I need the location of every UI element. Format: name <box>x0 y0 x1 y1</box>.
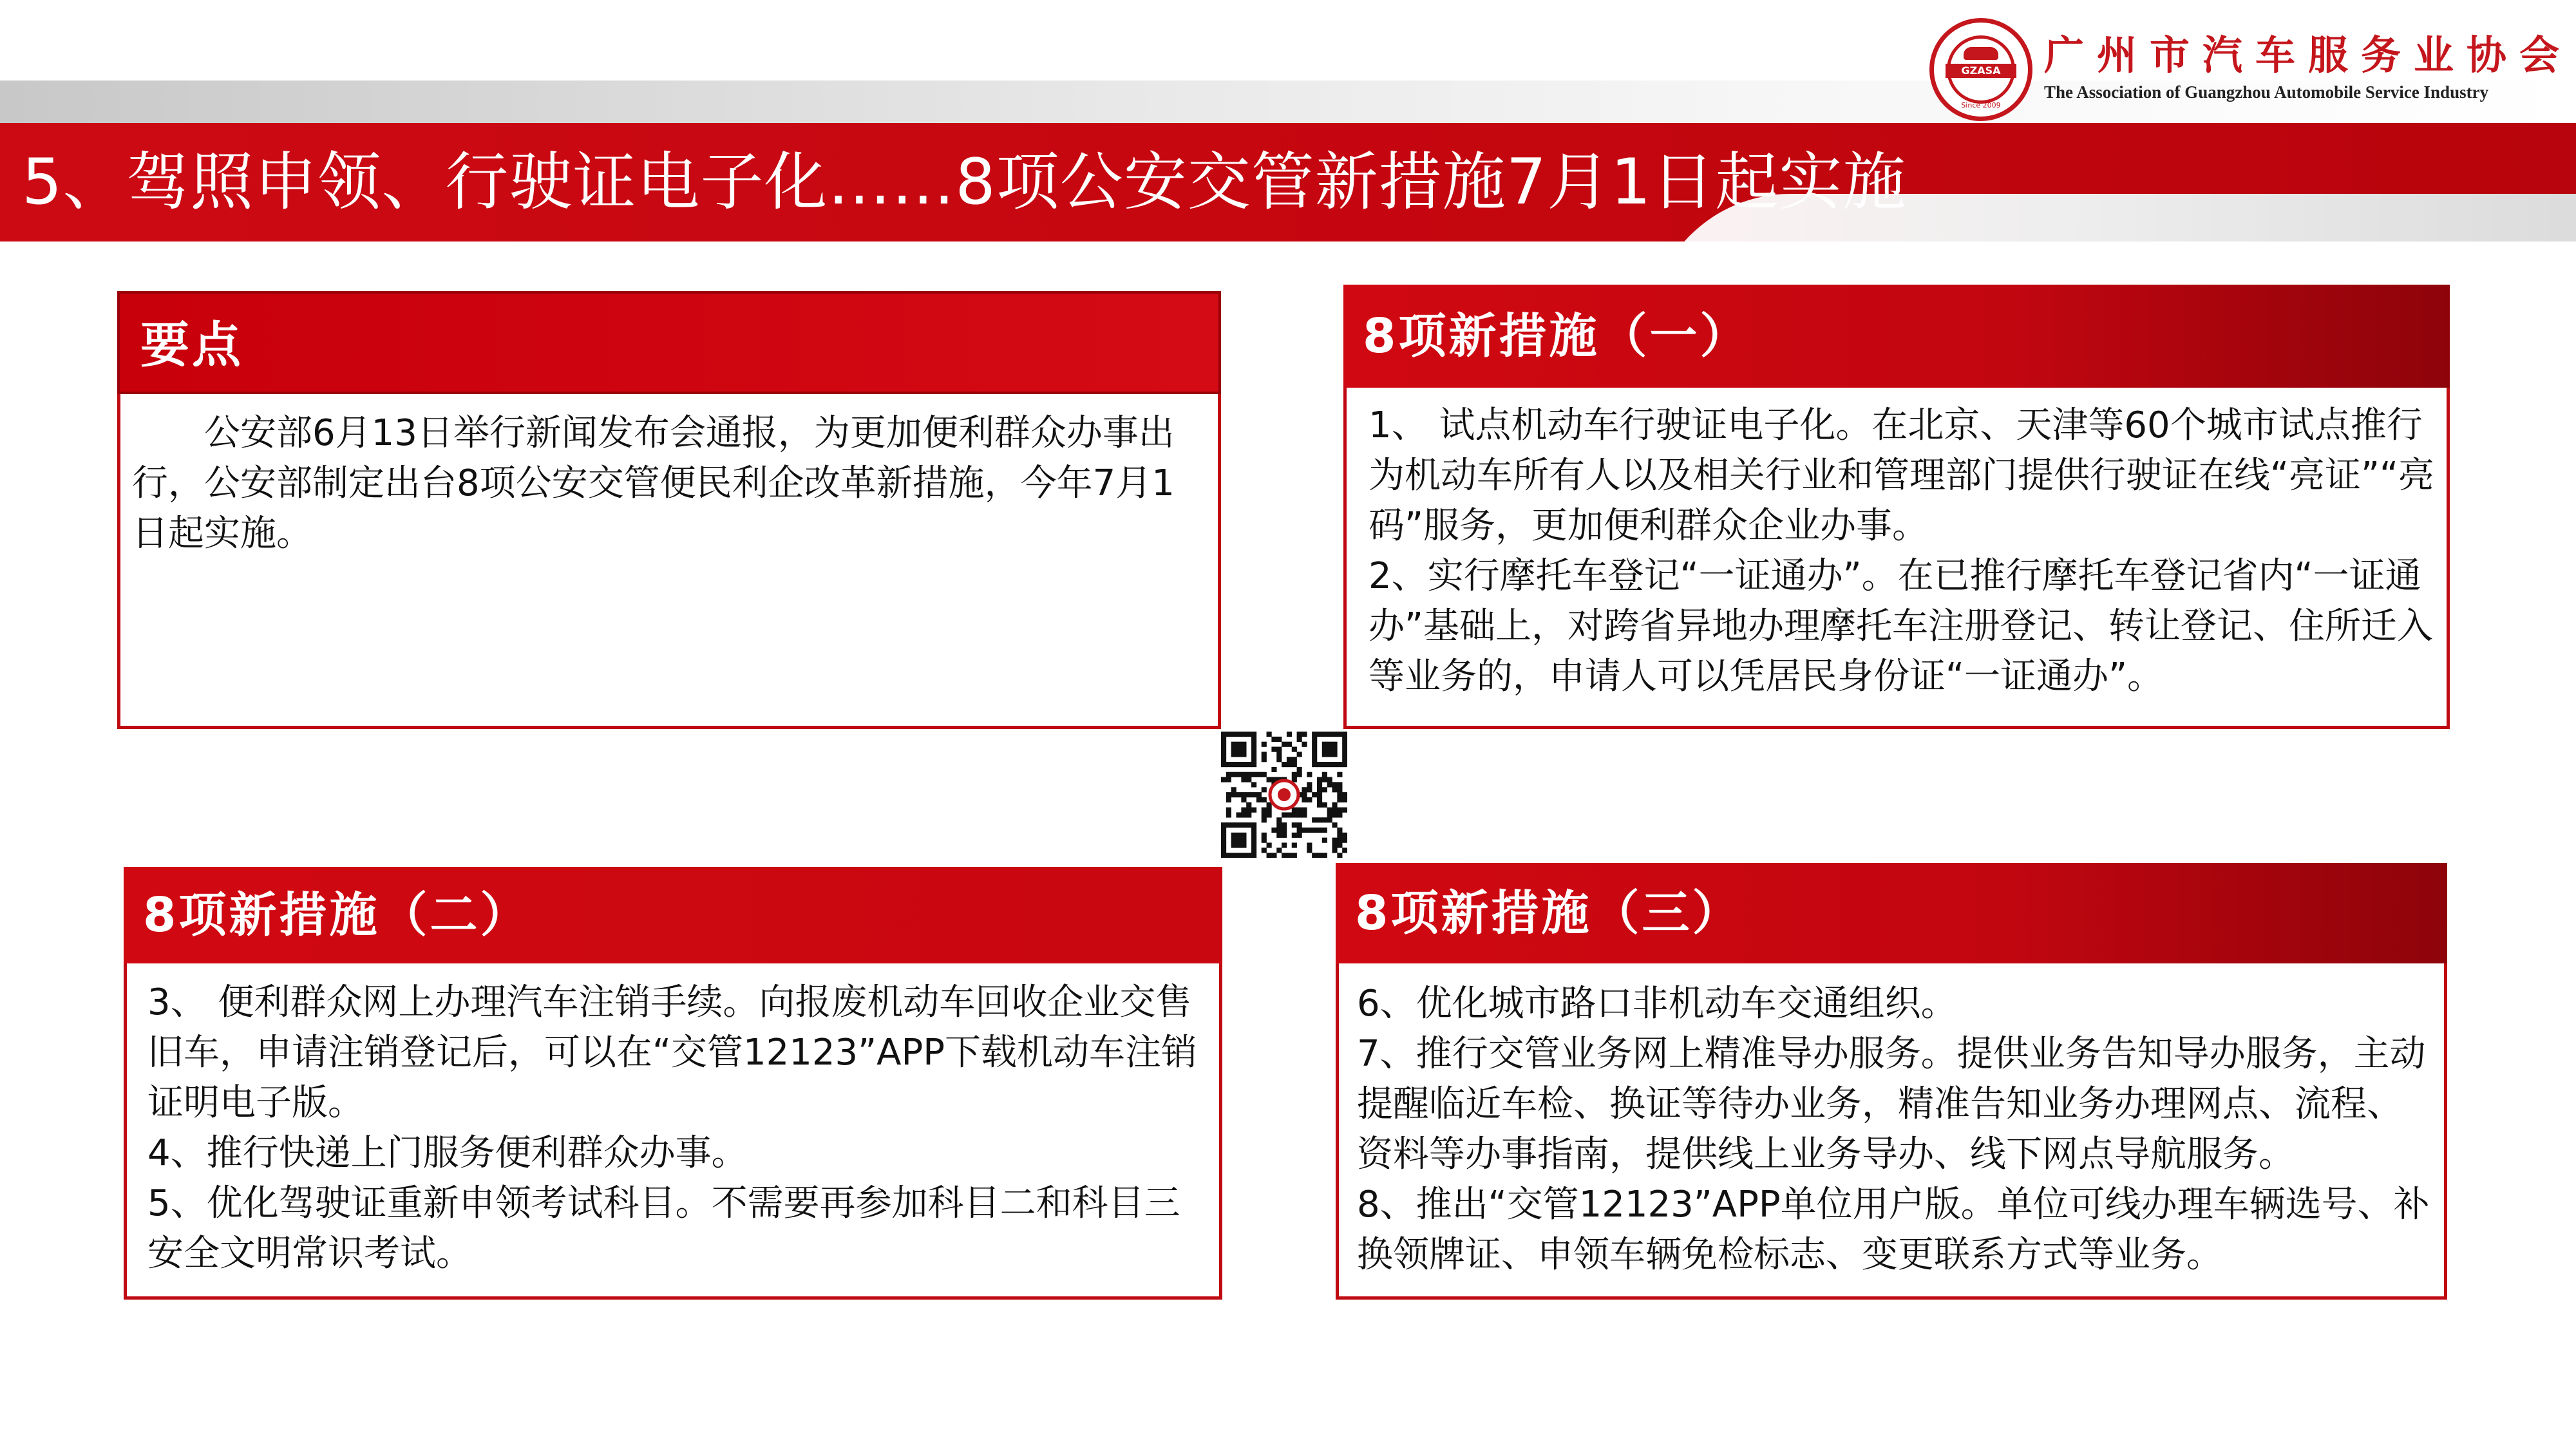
qr-module <box>1332 742 1337 747</box>
qr-module <box>1332 808 1337 813</box>
measure-item: 4、推行快递上门服务便利群众办事。 <box>147 1132 748 1174</box>
qr-module <box>1267 812 1272 817</box>
qr-module <box>1327 777 1332 782</box>
qr-module <box>1287 812 1292 817</box>
measure-item: 2、实行摩托车登记“一证通办”。在已推行摩托车登记省内“一证通办”基础上，对跨省异地办理摩托车注册登记、转让登记、住所迁入等业务的，申请人可以凭居民身份证“一证通办”。 <box>1368 555 2434 697</box>
qr-module <box>1292 757 1297 762</box>
card-measures-one <box>1343 285 2450 729</box>
qr-module <box>1241 747 1246 752</box>
qr-module <box>1226 732 1231 737</box>
qr-module <box>1282 742 1287 747</box>
qr-module <box>1267 777 1272 782</box>
measure-item: 7、推行交管业务网上精准导办服务。提供业务告知导办服务，主动提醒临近车检、换证等待办业务，精准告知业务办理网点、流程、资料等办事指南，提供线上业务导办、线下网点导航服务。 <box>1357 1033 2426 1175</box>
qr-module <box>1241 742 1246 747</box>
qr-module <box>1302 797 1307 802</box>
qr-module <box>1302 742 1307 747</box>
qr-module <box>1312 752 1317 757</box>
qr-module <box>1251 853 1256 858</box>
qr-module <box>1231 787 1236 792</box>
qr-module <box>1282 828 1287 833</box>
qr-module <box>1251 822 1256 828</box>
qr-module <box>1322 787 1327 792</box>
qr-module <box>1226 777 1231 782</box>
qr-module <box>1327 812 1332 817</box>
qr-module <box>1256 797 1262 802</box>
qr-module <box>1332 842 1337 848</box>
qr-module <box>1342 742 1347 747</box>
qr-module <box>1262 808 1267 813</box>
card-measures-two-body <box>124 963 1222 1300</box>
qr-module <box>1312 742 1317 747</box>
qr-module <box>1231 747 1236 752</box>
qr-module <box>1302 787 1307 792</box>
qr-module <box>1221 762 1226 767</box>
logo-name-en: The Association of Guangzhou Automobile Service Industry <box>2044 82 2489 102</box>
qr-module <box>1297 752 1302 757</box>
qr-module <box>1236 747 1242 752</box>
qr-module <box>1226 792 1231 797</box>
qr-module <box>1231 853 1236 858</box>
qr-module <box>1327 742 1332 747</box>
qr-module <box>1262 812 1267 817</box>
qr-module <box>1282 822 1287 828</box>
qr-module <box>1337 853 1342 858</box>
qr-module <box>1236 842 1242 848</box>
qr-module <box>1322 752 1327 757</box>
qr-module <box>1307 842 1312 848</box>
qr-module <box>1241 853 1246 858</box>
card-measures-two <box>124 867 1222 1300</box>
card-keypoints-heading: 要点 <box>117 291 1221 394</box>
qr-module <box>1292 842 1297 848</box>
qr-module <box>1246 772 1251 777</box>
qr-module <box>1342 838 1347 843</box>
qr-module <box>1226 762 1231 767</box>
qr-module <box>1276 833 1282 838</box>
qr-module <box>1342 752 1347 757</box>
qr-module <box>1221 732 1226 737</box>
seal-band: GZASA <box>1946 64 2016 78</box>
qr-module <box>1226 772 1231 777</box>
qr-module <box>1282 842 1287 848</box>
qr-module <box>1276 817 1282 822</box>
qr-module <box>1271 828 1276 833</box>
qr-module <box>1332 802 1337 808</box>
qr-module <box>1221 842 1226 848</box>
qr-module <box>1327 808 1332 813</box>
qr-module <box>1342 732 1347 737</box>
qr-module <box>1246 777 1251 782</box>
qr-module <box>1251 833 1256 838</box>
qr-module <box>1292 853 1297 858</box>
card-measures-one-body <box>1343 388 2450 729</box>
qr-module <box>1292 808 1297 813</box>
card-measures-three <box>1336 863 2447 1300</box>
qr-module <box>1276 757 1282 762</box>
qr-module <box>1241 822 1246 828</box>
qr-module <box>1246 822 1251 828</box>
qr-module <box>1292 833 1297 838</box>
qr-module <box>1221 777 1226 782</box>
title-bar <box>0 123 2576 242</box>
qr-module <box>1327 752 1332 757</box>
qr-module <box>1287 853 1292 858</box>
qr-module <box>1231 752 1236 757</box>
qr-module <box>1327 782 1332 787</box>
qr-module <box>1221 742 1226 747</box>
qr-module <box>1276 822 1282 828</box>
qr-module <box>1262 838 1267 843</box>
qr-module <box>1267 732 1272 737</box>
qr-module <box>1317 828 1322 833</box>
qr-module <box>1332 732 1337 737</box>
qr-module <box>1251 732 1256 737</box>
qr-module <box>1231 833 1236 838</box>
qr-module <box>1262 848 1267 853</box>
measure-item: 1、 试点机动车行驶证电子化。在北京、天津等60个城市试点推行为机动车所有人以及相关行业和管理部门提供行驶证在线“亮证”“亮码”服务，更加便利群众企业办事。 <box>1368 404 2435 547</box>
qr-module <box>1342 737 1347 742</box>
qr-module <box>1282 762 1287 767</box>
qr-module <box>1297 812 1302 817</box>
qr-module <box>1262 757 1267 762</box>
qr-module <box>1241 838 1246 843</box>
association-logo <box>1929 18 2573 121</box>
qr-module <box>1322 828 1327 833</box>
card-keypoints-paragraph: 公安部6月13日举行新闻发布会通报，为更加便利群众办事出行，公安部制定出台8项公安交管便民利企改革新措施，今年7月1日起实施。 <box>132 412 1175 554</box>
qr-module <box>1241 812 1246 817</box>
qr-module <box>1312 757 1317 762</box>
qr-module <box>1327 817 1332 822</box>
qr-module <box>1337 828 1342 833</box>
qr-module <box>1327 747 1332 752</box>
qr-module <box>1322 838 1327 843</box>
qr-module <box>1221 838 1226 843</box>
qr-module <box>1221 828 1226 833</box>
qr-module <box>1307 797 1312 802</box>
qr-module <box>1236 772 1242 777</box>
qr-code-graphic <box>1221 732 1347 858</box>
qr-module <box>1262 817 1267 822</box>
qr-module <box>1307 848 1312 853</box>
qr-module <box>1246 802 1251 808</box>
qr-module <box>1332 812 1337 817</box>
qr-module <box>1342 848 1347 853</box>
qr-module <box>1231 732 1236 737</box>
qr-module <box>1262 752 1267 757</box>
measure-item: 3、 便利群众网上办理汽车注销手续。向报废机动车回收企业交售旧车，申请注销登记后，可以在“交管12123”APP下载机动车注销证明电子版。 <box>147 981 1198 1124</box>
qr-module <box>1271 747 1276 752</box>
qr-module <box>1241 833 1246 838</box>
qr-module <box>1236 853 1242 858</box>
qr-module <box>1342 797 1347 802</box>
qr-module <box>1262 742 1267 747</box>
qr-module <box>1236 838 1242 843</box>
qr-module <box>1276 737 1282 742</box>
qr-module <box>1251 747 1256 752</box>
association-seal-icon <box>1929 18 2032 121</box>
qr-module <box>1246 853 1251 858</box>
qr-module <box>1221 833 1226 838</box>
qr-module <box>1332 747 1337 752</box>
qr-module <box>1312 737 1317 742</box>
qr-module <box>1221 752 1226 757</box>
card-measures-one-heading: 8项新措施（一） <box>1343 285 2450 388</box>
qr-module <box>1236 822 1242 828</box>
qr-module <box>1241 762 1246 767</box>
qr-module <box>1292 822 1297 828</box>
qr-module <box>1251 737 1256 742</box>
qr-module <box>1337 787 1342 792</box>
qr-module <box>1271 767 1276 772</box>
qr-module <box>1337 808 1342 813</box>
qr-module <box>1302 812 1307 817</box>
qr-module <box>1251 742 1256 747</box>
qr-module <box>1236 792 1242 797</box>
qr-module <box>1226 808 1231 813</box>
qr-module <box>1312 817 1317 822</box>
qr-module <box>1332 787 1337 792</box>
qr-module <box>1251 808 1256 813</box>
qr-module <box>1317 732 1322 737</box>
qr-module <box>1337 797 1342 802</box>
qr-module <box>1226 822 1231 828</box>
qr-module <box>1317 792 1322 797</box>
qr-module <box>1337 833 1342 838</box>
qr-module <box>1231 772 1236 777</box>
qr-module <box>1282 833 1287 838</box>
qr-module <box>1251 792 1256 797</box>
qr-module <box>1322 802 1327 808</box>
qr-module <box>1332 752 1337 757</box>
qr-module <box>1271 853 1276 858</box>
logo-name-cn: 广州市汽车服务业协会 <box>2044 32 2573 79</box>
qr-module <box>1307 772 1312 777</box>
qr-module <box>1256 792 1262 797</box>
qr-module <box>1251 828 1256 833</box>
qr-module <box>1342 747 1347 752</box>
qr-module <box>1231 762 1236 767</box>
qr-module <box>1246 732 1251 737</box>
qr-module <box>1221 737 1226 742</box>
qr-module <box>1297 808 1302 813</box>
qr-module <box>1297 737 1302 742</box>
qr-module <box>1312 762 1317 767</box>
measure-item: 6、优化城市路口非机动车交通组织。 <box>1357 983 1957 1025</box>
qr-module <box>1236 742 1242 747</box>
qr-module <box>1262 797 1267 802</box>
qr-module <box>1307 828 1312 833</box>
qr-module <box>1322 853 1327 858</box>
qr-module <box>1251 772 1256 777</box>
qr-module <box>1241 752 1246 757</box>
measure-item: 8、推出“交管12123”APP单位用户版。单位可线办理车辆选号、补换领牌证、申领车辆免检标志、变更联系方式等业务。 <box>1357 1184 2430 1276</box>
qr-module <box>1276 828 1282 833</box>
qr-module <box>1297 772 1302 777</box>
qr-module <box>1322 747 1327 752</box>
qr-module <box>1342 757 1347 762</box>
qr-module <box>1302 732 1307 737</box>
qr-module <box>1337 782 1342 787</box>
qr-module <box>1332 822 1337 828</box>
qr-module <box>1312 747 1317 752</box>
qr-module <box>1302 792 1307 797</box>
qr-module <box>1221 848 1226 853</box>
qr-module <box>1307 782 1312 787</box>
qr-module <box>1342 808 1347 813</box>
qr-module <box>1251 848 1256 853</box>
qr-module <box>1322 772 1327 777</box>
qr-module <box>1282 853 1287 858</box>
qr-module <box>1342 833 1347 838</box>
qr-module <box>1317 787 1322 792</box>
qr-module <box>1236 833 1242 838</box>
qr-module <box>1251 752 1256 757</box>
qr-module <box>1221 822 1226 828</box>
qr-module <box>1231 822 1236 828</box>
qr-module <box>1292 812 1297 817</box>
qr-center-dot <box>1278 788 1291 801</box>
qr-module <box>1276 752 1282 757</box>
qr-module <box>1267 808 1272 813</box>
qr-module <box>1236 732 1242 737</box>
qr-module <box>1276 848 1282 853</box>
qr-module <box>1322 742 1327 747</box>
card-measures-two-heading: 8项新措施（二） <box>124 867 1222 963</box>
qr-module <box>1337 762 1342 767</box>
qr-module <box>1292 772 1297 777</box>
qr-module <box>1322 777 1327 782</box>
qr-module <box>1262 787 1267 792</box>
qr-module <box>1292 747 1297 752</box>
qr-module <box>1337 732 1342 737</box>
qr-module <box>1337 812 1342 817</box>
qr-module <box>1317 762 1322 767</box>
page-title: 5、驾照申领、行驶证电子化……8项公安交管新措施7月1日起实施 <box>22 146 1907 219</box>
qr-code-icon[interactable] <box>1221 732 1347 858</box>
qr-module <box>1337 842 1342 848</box>
qr-module <box>1297 833 1302 838</box>
qr-module <box>1322 817 1327 822</box>
qr-module <box>1332 838 1337 843</box>
qr-module <box>1302 828 1307 833</box>
qr-module <box>1317 817 1322 822</box>
qr-module <box>1282 812 1287 817</box>
qr-module <box>1302 808 1307 813</box>
qr-module <box>1241 777 1246 782</box>
qr-module <box>1231 838 1236 843</box>
qr-module <box>1241 842 1246 848</box>
qr-module <box>1312 792 1317 797</box>
qr-module <box>1236 812 1242 817</box>
qr-module <box>1332 782 1337 787</box>
qr-module <box>1317 853 1322 858</box>
qr-module <box>1312 853 1317 858</box>
qr-module <box>1241 772 1246 777</box>
qr-module <box>1287 757 1292 762</box>
qr-module <box>1297 828 1302 833</box>
qr-module <box>1251 838 1256 843</box>
qr-module <box>1322 762 1327 767</box>
qr-module <box>1251 757 1256 762</box>
qr-module <box>1317 797 1322 802</box>
qr-module <box>1297 822 1302 828</box>
qr-module <box>1271 737 1276 742</box>
qr-module <box>1287 732 1292 737</box>
qr-module <box>1241 792 1246 797</box>
qr-module <box>1267 842 1272 848</box>
seal-car-shape <box>1964 47 1998 60</box>
qr-module <box>1236 752 1242 757</box>
card-keypoints-body <box>117 394 1221 729</box>
qr-module <box>1256 772 1262 777</box>
qr-module <box>1251 842 1256 848</box>
qr-module <box>1297 732 1302 737</box>
qr-module <box>1317 782 1322 787</box>
card-measures-three-heading: 8项新措施（三） <box>1336 863 2447 963</box>
qr-module <box>1317 802 1322 808</box>
qr-module <box>1342 762 1347 767</box>
qr-module <box>1241 732 1246 737</box>
qr-module <box>1287 762 1292 767</box>
qr-module <box>1221 853 1226 858</box>
qr-module <box>1231 792 1236 797</box>
qr-module <box>1262 772 1267 777</box>
qr-module <box>1262 833 1267 838</box>
qr-module <box>1251 762 1256 767</box>
qr-module <box>1337 792 1342 797</box>
measure-item: 5、优化驾驶证重新申领考试科目。不需要再参加科目二和科目三安全文明常识考试。 <box>147 1182 1180 1274</box>
seal-since: Since 2009 <box>1961 101 2001 109</box>
qr-module <box>1221 757 1226 762</box>
qr-module <box>1342 792 1347 797</box>
qr-module <box>1297 767 1302 772</box>
qr-module <box>1337 838 1342 843</box>
qr-module <box>1246 792 1251 797</box>
qr-module <box>1226 797 1231 802</box>
qr-module <box>1251 782 1256 787</box>
qr-module <box>1312 828 1317 833</box>
qr-module <box>1327 732 1332 737</box>
qr-module <box>1246 812 1251 817</box>
qr-module <box>1267 853 1272 858</box>
qr-module <box>1236 762 1242 767</box>
qr-module <box>1241 808 1246 813</box>
qr-module <box>1287 742 1292 747</box>
qr-module <box>1337 772 1342 777</box>
qr-module <box>1332 848 1337 853</box>
qr-module <box>1307 787 1312 792</box>
card-keypoints <box>117 291 1221 729</box>
qr-module <box>1317 777 1322 782</box>
qr-module <box>1246 762 1251 767</box>
qr-module <box>1276 747 1282 752</box>
qr-module <box>1231 742 1236 747</box>
qr-module <box>1226 812 1231 817</box>
qr-module <box>1226 853 1231 858</box>
qr-module <box>1312 732 1317 737</box>
qr-module <box>1221 747 1226 752</box>
qr-module <box>1292 762 1297 767</box>
qr-module <box>1231 842 1236 848</box>
qr-module <box>1327 762 1332 767</box>
qr-module <box>1241 797 1246 802</box>
qr-module <box>1332 762 1337 767</box>
card-measures-three-body <box>1336 963 2447 1300</box>
qr-module <box>1246 808 1251 813</box>
qr-module <box>1322 732 1327 737</box>
